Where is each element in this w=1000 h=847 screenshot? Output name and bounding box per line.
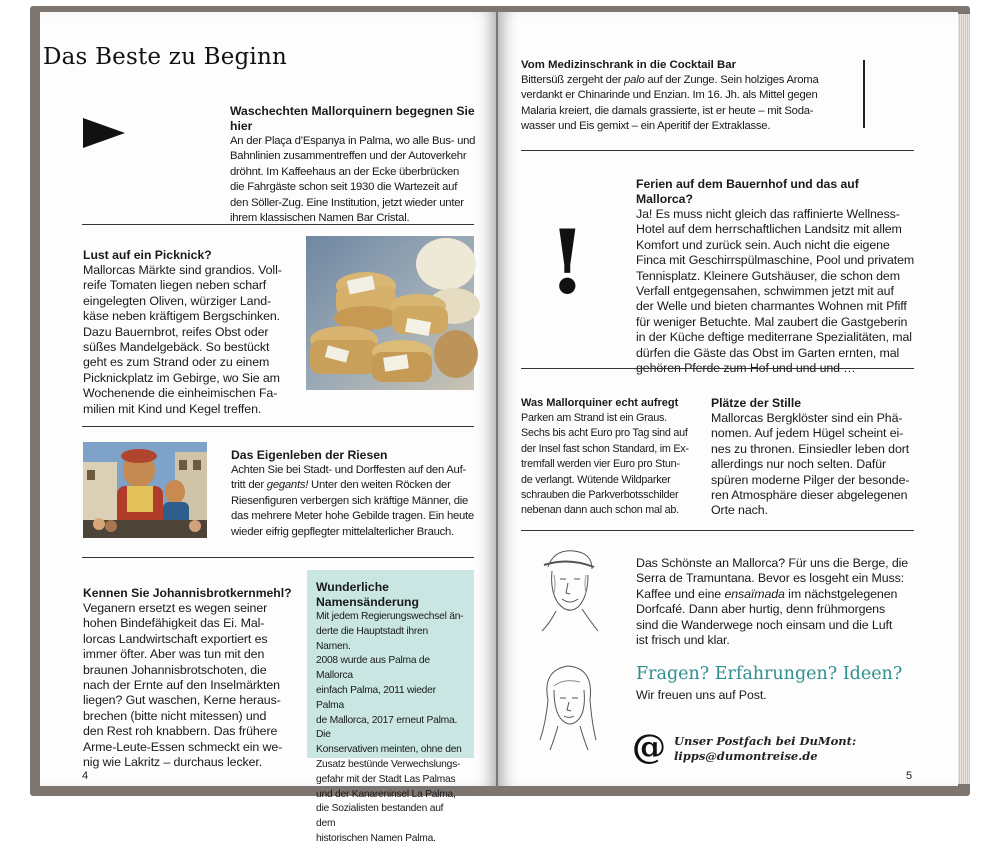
text-line: braunen Johannisbrotschoten, die	[83, 662, 267, 677]
text-line: Orte nach.	[711, 503, 768, 518]
text-line: einfach Palma, 2011 wieder Palma	[316, 684, 436, 711]
author-portrait-male	[534, 545, 604, 633]
divider	[521, 150, 914, 151]
page-number-left: 4	[82, 770, 89, 782]
section-stille	[711, 396, 919, 519]
text-line: ist frisch und klar.	[636, 633, 730, 648]
sidebar-box	[307, 570, 474, 844]
divider	[521, 530, 914, 531]
text-line: in der Küche deftige mediterrane Spezialitäten, mal	[636, 330, 912, 345]
text-line: spüren moderne Pilger der besonde-	[711, 472, 910, 487]
exclamation-icon: !	[548, 210, 587, 314]
section-johannisbrot	[83, 586, 298, 770]
divider	[521, 368, 914, 369]
section-heading: Was Mallorquiner echt aufregt	[521, 397, 679, 409]
divider	[82, 557, 474, 558]
text-line: Arme-Leute-Essen schmeckt ein we-	[83, 739, 283, 754]
text-line: Ja! Es muss nicht gleich das raffinierte Wellness-	[636, 207, 900, 221]
text-line: Zusatz bestünde Verwechslungs-	[316, 758, 461, 770]
text-line: liegen? Gut waschen, Kerne heraus-	[83, 693, 281, 708]
contact-invite-heading: Fragen? Erfahrungen? Ideen?	[636, 664, 903, 684]
text-line: die Sozialisten bestanden auf dem	[316, 803, 444, 830]
section-heading: Das Eigenleben der Riesen	[231, 448, 388, 462]
text-line: geht es zum Strand oder zu einem	[83, 355, 270, 370]
text-line: Finca mit Geschirrspülmaschine, Pool und privatem	[636, 253, 915, 268]
sidebar-heading: Wunderliche Namensänderung	[316, 580, 419, 609]
contact-subline: Wir freuen uns auf Post.	[636, 688, 767, 702]
page-title: Das Beste zu Beginn	[43, 44, 288, 70]
text-line: milien mit Kind und Kegel treffen.	[83, 401, 262, 416]
text-line: allerdings nur noch selten. Dafür	[711, 457, 887, 472]
section-bauernhof	[636, 177, 918, 376]
text-line: brechen (bitte nicht mitessen) und	[83, 708, 267, 723]
text-line: den Söller-Zug. Eine Institution, jetzt wieder unter	[230, 196, 464, 209]
text-line: Dorfcafé. Dann aber hurtig, denn frühmorgens	[636, 602, 886, 617]
text-line: derte die Hauptstadt ihren Namen.	[316, 625, 428, 652]
text-line: nach der Ernte auf den Inselmärkten	[83, 678, 280, 693]
page-number-right: 5	[906, 770, 913, 782]
text-line: Wochenende die einheimischen Fa-	[83, 386, 278, 401]
arrow-marker-icon	[83, 118, 125, 148]
section-heading: Kennen Sie Johannisbrotkernmehl?	[83, 586, 292, 600]
text-line: ren Atmosphäre dieser abgelegenen	[711, 488, 908, 503]
text-line: das mehrere Meter hohe Gebilde tragen. Ein heute	[231, 510, 474, 523]
text-line: Mallorcas Bergklöster sind ein Phä-	[711, 411, 903, 425]
section-bar-cristal	[230, 104, 480, 226]
text-line: wieder eifrig gepflegter mittelalterlicher Brauch.	[231, 525, 454, 538]
section-heading: Ferien auf dem Bauernhof und das auf Mallorca?	[636, 177, 859, 206]
at-sign-icon: @	[632, 727, 666, 767]
page-edges	[958, 14, 970, 784]
text-line: wasser und Eis gemixt – ein Aperitif der Extraklasse.	[521, 120, 771, 133]
text-line: süßes Mandelgebäck. So bestückt	[83, 340, 270, 355]
section-heading: Lust auf ein Picknick?	[83, 248, 212, 262]
postal-label: Unser Postfach bei DuMont:	[674, 734, 857, 748]
text-line: historischen Namen Palma.	[316, 832, 436, 844]
text-line: hohen Bindefähigkeit das Ei. Mal-	[83, 616, 265, 631]
text-line: Parken am Strand ist ein Graus.	[521, 412, 667, 424]
text-line: gefahr mit der Stadt Las Palmas	[316, 773, 456, 785]
text-line: tremfall werden vier Euro pro Stun-	[521, 458, 680, 471]
author-portrait-female	[534, 660, 604, 752]
section-riesen	[231, 448, 479, 540]
text-line: der Welle und bieten charmantes Wohnen mit Pfiff	[636, 299, 907, 314]
text-line: An der Plaça d’Espanya in Palma, wo alle Bus- und	[230, 135, 476, 147]
text-line: ihrem klassischen Namen Bar Cristal.	[230, 212, 410, 225]
divider	[82, 224, 474, 225]
text-line: Veganern ersetzt es wegen seiner	[83, 601, 268, 615]
section-heading: Plätze der Stille	[711, 396, 802, 410]
text-line: Mallorcas Märkte sind grandios. Voll-	[83, 263, 282, 277]
text-line: eingelegten Oliven, würziger Land-	[83, 293, 272, 308]
text-line: Dazu Bauernbrot, reifes Obst oder	[83, 324, 269, 339]
vertical-rule	[863, 60, 865, 128]
text-line: Riesenfiguren verbergen sich kräftige Männer, die	[231, 494, 469, 507]
text-line: de Mallorca, 2017 erneut Palma. Die	[316, 714, 458, 741]
section-heading: Waschechten Mallorquinern begegnen Sie hier	[230, 104, 475, 133]
text-line: Serra de Tramuntana. Bevor es losgeht ein Muss:	[636, 571, 905, 586]
text-line: tritt der gegants! Unter den weiten Röcken der	[231, 479, 451, 492]
text-line: Komfort und zurück sein. Auch nicht die eigene	[636, 237, 890, 252]
text-line: Achten Sie bei Stadt- und Dorffesten auf den Auf-	[231, 464, 466, 476]
cheese-photo	[306, 236, 474, 390]
text-line: Das Schönste an Mallorca? Für uns die Berge, die	[636, 556, 909, 570]
text-line: verdankt er Chinarinde und Enzian. Im 16. Jh. als Mittel gegen	[521, 89, 818, 102]
text-line: Malaria kreiert, die damals grassierte, ist er heute – mit Soda-	[521, 104, 814, 117]
section-picknick	[83, 248, 298, 417]
text-line: gehören Pferde zum Hof und und und …	[636, 361, 856, 376]
text-line: Bittersüß zergeht der palo auf der Zunge. Sein holziges Aroma	[521, 74, 819, 86]
text-line: sind die Wanderwege noch einsam und die Luft	[636, 617, 893, 632]
text-line: nomen. Auf jedem Hügel scheint ei-	[711, 426, 904, 441]
text-line: Bahnlinien zusammentreffen und der Autoverkehr	[230, 150, 467, 163]
text-line: dürfen die Gäste das Obst im Garten ernten, mal	[636, 345, 900, 360]
text-line: 2008 wurde aus Palma de Mallorca	[316, 655, 430, 682]
text-line: den Rest roh knabbern. Das frühere	[83, 724, 278, 739]
text-line: dröhnt. Im Kaffeehaus an der Ecke überbrücken	[230, 165, 460, 178]
authors-text	[636, 556, 918, 648]
text-line: nes zu thronen. Einsiedler leben dort	[711, 441, 910, 456]
text-line: Hotel auf dem herrschaftlichen Landsitz mit allem	[636, 222, 902, 237]
text-line: Sechs bis acht Euro pro Tag sind auf	[521, 427, 688, 440]
text-line: Mit jedem Regierungswechsel än-	[316, 611, 464, 622]
section-heading: Vom Medizinschrank in die Cocktail Bar	[521, 59, 736, 71]
text-line: schrauben die Parkverbotsschilder	[521, 489, 679, 502]
section-parken	[521, 396, 697, 519]
text-line: der Insel fast schon Standard, im Ex-	[521, 442, 689, 455]
text-line: Konservativen meinten, ohne den	[316, 744, 462, 756]
text-line: de verlangt. Wütende Wildparker	[521, 473, 671, 486]
giants-photo	[83, 442, 207, 538]
text-line: und der Kanareninsel La Palma,	[316, 788, 456, 800]
text-line: die Fahrgäste schon seit 1930 die Wartezeit auf	[230, 181, 458, 194]
text-line: für weniger Betuchte. Mal zaubert die Gastgeberin	[636, 314, 908, 329]
divider	[82, 426, 474, 427]
text-line: käse neben kräftigem Bergschinken.	[83, 309, 281, 324]
text-line: Picknickplatz im Gebirge, wo Sie am	[83, 370, 280, 385]
text-line: reife Tomaten liegen neben scharf	[83, 278, 267, 293]
postal-info	[674, 734, 856, 764]
text-line: Tennisplatz. Kleinere Gutshäuser, die schon dem	[636, 268, 900, 283]
text-line: Kaffee und eine ensaïmada im nächstgelegenen	[636, 586, 898, 601]
text-line: immer öfter. Aber was tun mit den	[83, 647, 265, 662]
text-line: nig wie Lakritz – durchaus lecker.	[83, 755, 263, 770]
text-line: lorcas Landwirtschaft exportiert es	[83, 631, 268, 646]
text-line: nebenan dann auch schon mal ab.	[521, 504, 679, 517]
text-line: Verfall entgegensahen, schwimmen jetzt mit auf	[636, 284, 894, 299]
section-palo	[521, 58, 851, 135]
contact-email[interactable]: lipps@dumontreise.de	[674, 749, 818, 763]
